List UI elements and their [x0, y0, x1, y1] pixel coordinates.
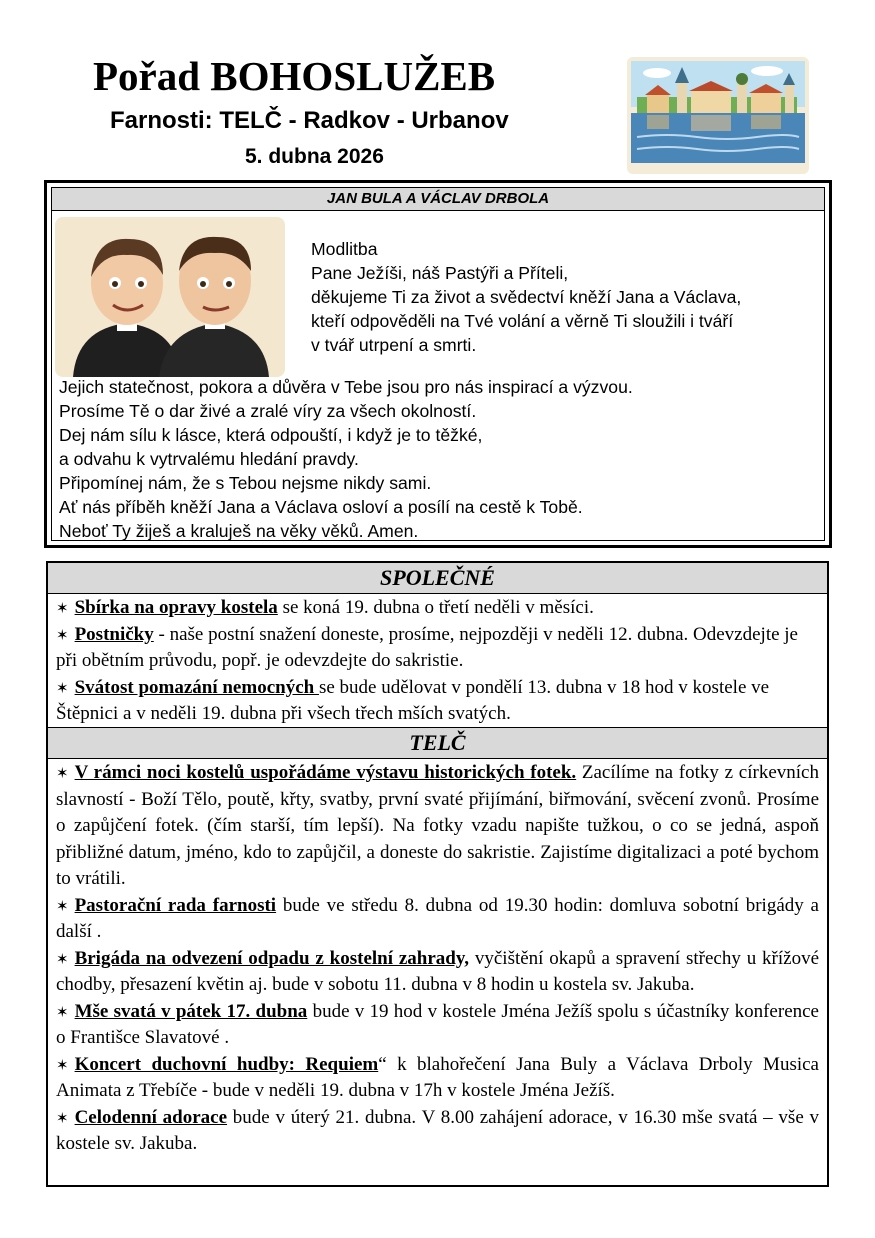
section-telc: [56, 760, 819, 1158]
priests-illustration: [55, 217, 285, 377]
star-bullet-icon: ✶: [56, 599, 69, 617]
announcement-item: ✶ Celodenní adorace bude v úterý 21. dubna. V 8.00 zahájení adorace, v 16.30 mše svatá – vše v kostele sv. Jakuba.: [56, 1106, 819, 1154]
prayer-line: Ať nás příběh kněží Jana a Václava osloví a posílí na cestě k Tobě.: [59, 497, 583, 517]
page-title: Pořad BOHOSLUŽEB: [93, 53, 496, 99]
prayer-heading: JAN BULA A VÁCLAV DRBOLA: [51, 187, 825, 211]
star-bullet-icon: ✶: [56, 1055, 69, 1074]
star-bullet-icon: ✶: [56, 1002, 69, 1021]
prayer-text-bottom: [59, 375, 633, 543]
prayer-box: [44, 180, 832, 548]
star-bullet-icon: ✶: [56, 1108, 69, 1127]
bulletin-date: 5. dubna 2026: [245, 145, 384, 168]
announcements-box: [46, 561, 829, 1187]
announcement-item: ✶ Brigáda na odvezení odpadu z kostelní zahrady, vyčištění okapů a spravení střechy u křížové chodby, přesazení květin aj. bude v sobotu 11. dubna v 8 hodin u kostela sv. Jakuba.: [56, 947, 819, 995]
prayer-line: děkujeme Ti za život a svědectví kněží Jana a Václava,: [311, 287, 742, 307]
prayer-line: Neboť Ty žiješ a kraluješ na věky věků. Amen.: [59, 521, 419, 541]
star-bullet-icon: ✶: [56, 764, 69, 782]
prayer-line: Pane Ježíši, náš Pastýři a Příteli,: [311, 263, 569, 283]
prayer-line: Modlitba: [311, 239, 378, 259]
announcement-item: ✶ Postničky - naše postní snažení doneste, prosíme, nejpozději v neděli 12. dubna. Odevzdejte je při obětním průvodu, popř. je odevzdejte do sakristie.: [56, 623, 798, 671]
announcement-item: ✶ V rámci noci kostelů uspořádáme výstavu historických fotek. Zacílíme na fotky z církevních slavností - Boží Tělo, poutě, křty, svatby, první svaté přijímání, biřmování, svěcení zvonů. Prosíme o zapůjčení fotek. (čím starší, tím lepší). Na fotky vzadu napište tužkou, o co se jedná, aspoň přibližné datum, jméno, kdo to zapůjčil, a doneste do sakristie. Zajistíme digitalizaci a poté bychom to vrátili.: [56, 762, 819, 889]
star-bullet-icon: ✶: [56, 949, 69, 968]
prayer-line: Dej nám sílu k lásce, která odpouští, i když je to těžké,: [59, 425, 483, 445]
announcement-item: ✶ Koncert duchovní hudby: Requiem“ k blahořečení Jana Buly a Václava Drboly Musica Animata z Třebíče - bude v neděli 19. dubna v 17h v kostele Jména Ježíš.: [56, 1053, 819, 1101]
star-bullet-icon: ✶: [56, 678, 69, 697]
prayer-line: Prosíme Tě o dar živé a zralé víry za všech okolností.: [59, 401, 477, 421]
prayer-line: v tvář utrpení a smrti.: [311, 335, 477, 355]
announcement-item: ✶ Svátost pomazání nemocných se bude udělovat v pondělí 13. dubna v 18 hod v kostele ve Štěpnici a v neděli 19. dubna při všech třech mších svatých.: [56, 676, 770, 724]
town-illustration: [627, 57, 809, 174]
announcement-item: ✶ Mše svatá v pátek 17. dubna bude v 19 hod v kostele Jména Ježíš spolu s účastníky konference o Františce Slavatové .: [56, 1000, 819, 1048]
star-bullet-icon: ✶: [56, 896, 69, 915]
parish-subtitle: Farnosti: TELČ - Radkov - Urbanov: [110, 107, 509, 134]
section-heading-telc: TELČ: [48, 728, 827, 759]
prayer-line: a odvahu k vytrvalému hledání pravdy.: [59, 449, 359, 469]
section-spolecne: [56, 595, 819, 728]
announcement-item: ✶ Pastorační rada farnosti bude ve středu 8. dubna od 19.30 hodin: domluva sobotní brigády a další .: [56, 894, 819, 942]
section-heading-spolecne: SPOLEČNÉ: [48, 563, 827, 594]
prayer-line: Připomínej nám, že s Tebou nejsme nikdy sami.: [59, 473, 432, 493]
star-bullet-icon: ✶: [56, 625, 69, 644]
prayer-text-top: [311, 237, 741, 357]
announcement-item: ✶ Sbírka na opravy kostela se koná 19. dubna o třetí neděli v měsíci.: [56, 597, 594, 618]
prayer-line: Jejich statečnost, pokora a důvěra v Tebe jsou pro nás inspirací a výzvou.: [59, 377, 633, 397]
prayer-line: kteří odpověděli na Tvé volání a věrně Ti sloužili i tváří: [311, 311, 734, 331]
